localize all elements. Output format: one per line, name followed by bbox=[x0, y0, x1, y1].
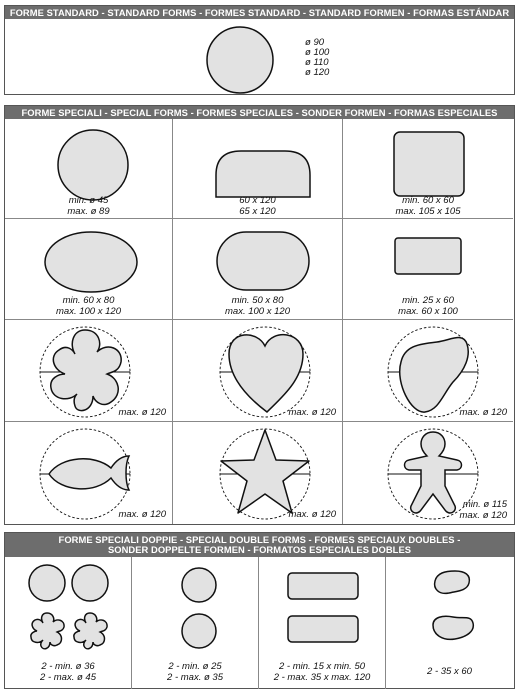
double-blob-shapes bbox=[421, 561, 481, 661]
round-shape bbox=[205, 25, 275, 95]
caption-min: min. 50 x 80 bbox=[231, 295, 284, 306]
caption-min: min. ø 45 bbox=[68, 195, 109, 206]
caption-min: 2 - min. 15 x min. 50 bbox=[278, 661, 366, 672]
double-cell-round bbox=[132, 557, 259, 689]
double-forms-header-line2: SONDER DOPPELTE FORMEN - FORMATOS ESPECIALES DOBLES bbox=[107, 544, 412, 555]
special-cell-square bbox=[343, 119, 513, 219]
caption-max: max. ø 120 bbox=[118, 407, 166, 418]
caption-max: max. 60 x 100 bbox=[398, 306, 458, 317]
caption-size-1: 60 x 120 bbox=[239, 195, 276, 206]
caption-max: max. ø 120 bbox=[459, 510, 507, 521]
size-100: ø 100 bbox=[305, 47, 330, 58]
caption-min: min. 60 x 80 bbox=[62, 295, 115, 306]
caption-max: max. ø 89 bbox=[67, 206, 110, 217]
round-shape bbox=[53, 125, 133, 205]
caption-min: 2 - min. ø 25 bbox=[168, 661, 222, 672]
oval-shape bbox=[41, 227, 141, 297]
special-forms-section bbox=[4, 105, 515, 525]
double-cell-rectangle bbox=[259, 557, 386, 689]
caption-max: max. ø 120 bbox=[118, 509, 166, 520]
special-cell-rectangle bbox=[343, 219, 513, 320]
special-cell-blob bbox=[343, 320, 513, 422]
double-flower-shapes bbox=[27, 609, 117, 659]
double-round-shapes bbox=[27, 561, 117, 611]
caption-max: max. ø 120 bbox=[288, 509, 336, 520]
special-cell-fish bbox=[5, 422, 173, 524]
special-cell-half-oval bbox=[173, 119, 343, 219]
size-110: ø 110 bbox=[305, 57, 329, 68]
double-rectangle-shapes bbox=[278, 561, 368, 661]
caption-min: min. ø 115 bbox=[462, 499, 507, 510]
caption-max: 2 - max. ø 35 bbox=[167, 672, 223, 683]
special-forms-header: FORME SPECIALI - SPECIAL FORMS - FORMES SPECIALES - SONDER FORMEN - FORMAS ESPECIALES bbox=[5, 106, 514, 119]
square-shape bbox=[390, 125, 470, 205]
special-forms-grid bbox=[5, 119, 514, 524]
half-oval-shape bbox=[213, 141, 313, 201]
stadium-shape bbox=[213, 227, 313, 297]
special-cell-gingerbread bbox=[343, 422, 513, 524]
caption-max: max. ø 120 bbox=[288, 407, 336, 418]
standard-sizes-list bbox=[305, 38, 329, 78]
caption-min: 2 - min. ø 36 bbox=[41, 661, 95, 672]
size-120: ø 120 bbox=[305, 67, 330, 78]
caption-max: max. 105 x 105 bbox=[395, 206, 461, 217]
caption-min: min. 60 x 60 bbox=[402, 195, 454, 206]
standard-forms-section bbox=[4, 5, 515, 95]
special-cell-round bbox=[5, 119, 173, 219]
double-cell-round-flower bbox=[5, 557, 132, 689]
special-cell-star bbox=[173, 422, 343, 524]
special-cell-stadium bbox=[173, 219, 343, 320]
special-cell-oval bbox=[5, 219, 173, 320]
caption-max: max. ø 120 bbox=[459, 407, 507, 418]
double-forms-grid bbox=[5, 557, 514, 689]
double-small-round-shapes bbox=[174, 561, 224, 661]
caption-max: max. 100 x 120 bbox=[225, 306, 290, 317]
caption-size: 2 - 35 x 60 bbox=[427, 666, 472, 677]
caption-max: max. 100 x 120 bbox=[56, 306, 121, 317]
caption-max: 2 - max. ø 45 bbox=[40, 672, 96, 683]
rectangle-shape bbox=[391, 235, 471, 285]
double-cell-blob bbox=[386, 557, 513, 689]
caption-min: min. 25 x 60 bbox=[402, 295, 454, 306]
caption-max: 2 - max. 35 x max. 120 bbox=[273, 672, 371, 683]
size-90: ø 90 bbox=[305, 37, 325, 48]
special-cell-flower bbox=[5, 320, 173, 422]
double-forms-section bbox=[4, 532, 515, 689]
caption-size-2: 65 x 120 bbox=[239, 206, 276, 217]
double-forms-header-line1: FORME SPECIALI DOPPIE - SPECIAL DOUBLE FORMS - FORMES SPECIAUX DOUBLES - bbox=[58, 534, 461, 545]
double-forms-header bbox=[5, 533, 514, 557]
standard-forms-header: FORME STANDARD - STANDARD FORMS - FORMES STANDARD - STANDARD FORMEN - FORMAS ESTÁNDAR bbox=[5, 6, 514, 19]
special-cell-heart bbox=[173, 320, 343, 422]
